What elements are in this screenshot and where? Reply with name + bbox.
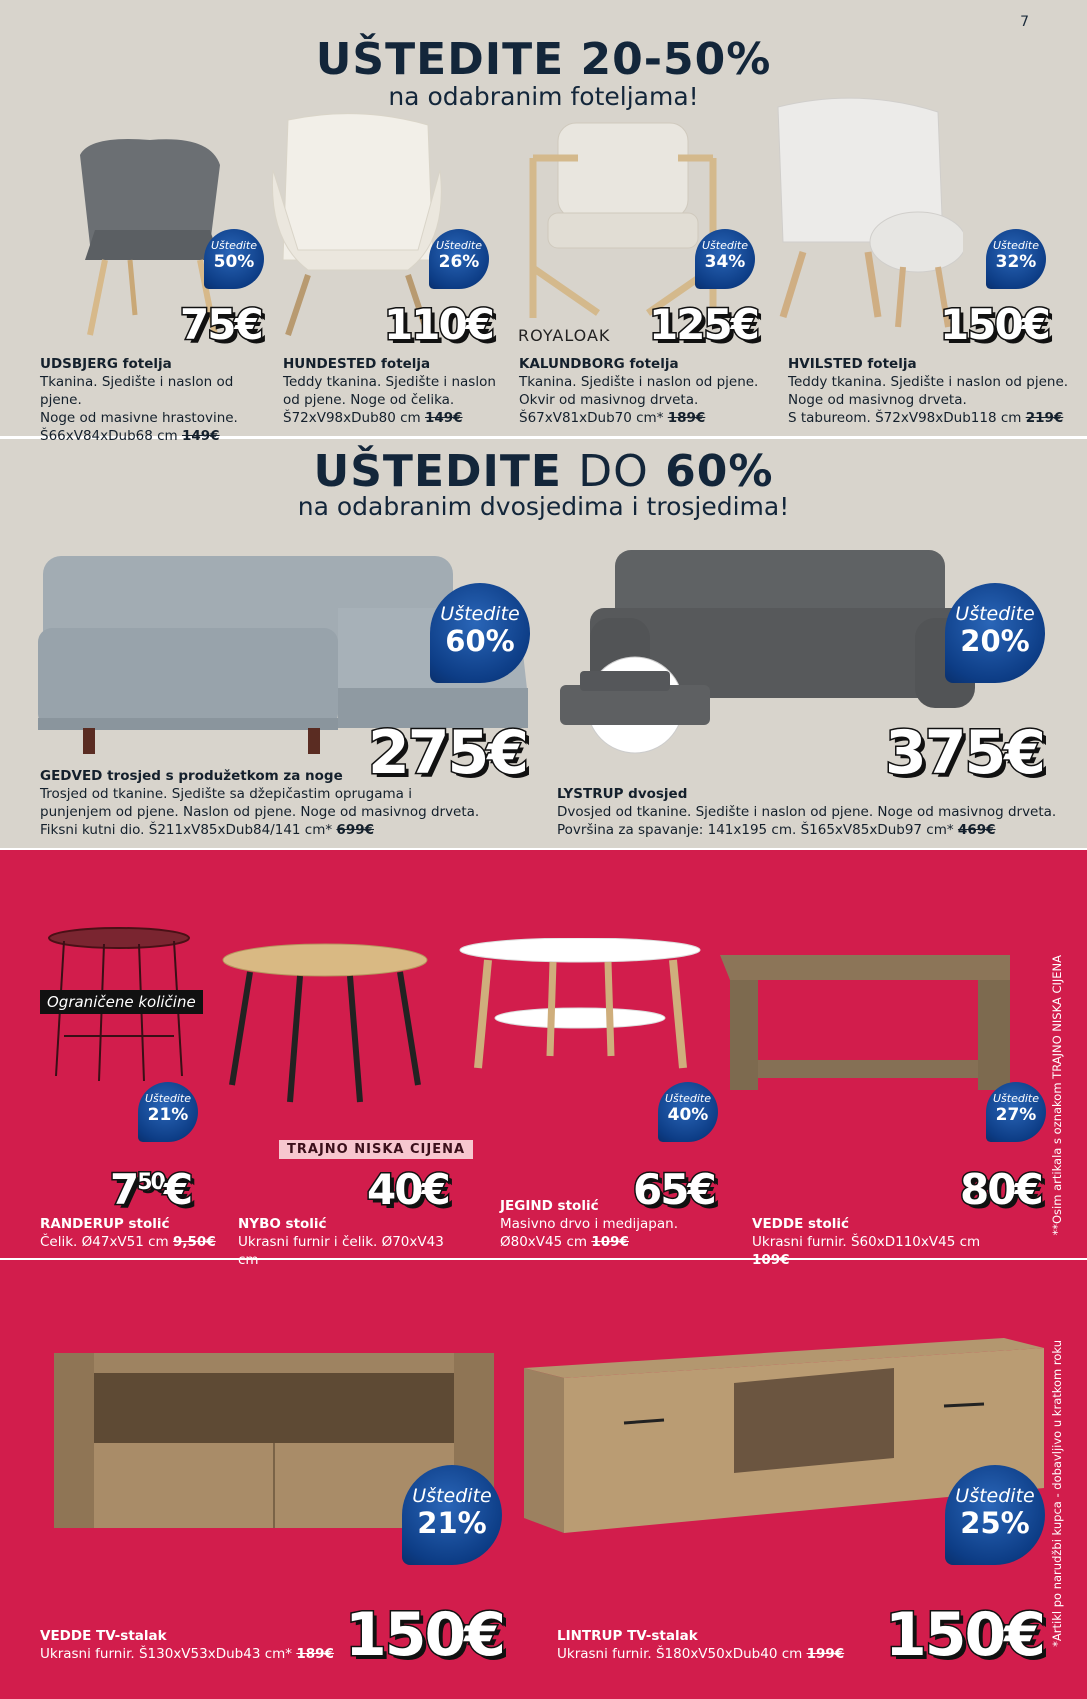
hvilsted-chair-image bbox=[768, 92, 963, 332]
order-footnote: *Artikl po narudžbi kupca - dobavljivo u kratkom roku bbox=[1050, 1340, 1064, 1647]
hvilsted-price: 150€ bbox=[940, 300, 1049, 349]
randerup-description: RANDERUP stolić Čelik. Ø47xV51 cm 9,50€ bbox=[40, 1216, 216, 1250]
randerup-price: $7^{50}€$ bbox=[110, 1165, 192, 1214]
jegind-save-badge: Uštedite 40% bbox=[658, 1082, 718, 1142]
sofas-headline: UŠTEDITE DO 60% bbox=[313, 446, 774, 497]
hundested-save-badge: Uštedite 26% bbox=[429, 229, 489, 289]
jegind-price: 65€ bbox=[633, 1165, 715, 1214]
udsbjerg-save-badge: Uštedite 50% bbox=[204, 229, 264, 289]
lystrup-bed-inset-image bbox=[560, 655, 710, 755]
vedde-table-image bbox=[720, 950, 1020, 1100]
udsbjerg-description: UDSBJERG fotelja Tkanina. Sjedište i naslon od pjene. Noge od masivne hrastovine. Š66xV84xDub68 cm 149€ bbox=[40, 356, 238, 444]
kalundborg-save-badge: Uštedite 34% bbox=[695, 229, 755, 289]
vedde-tv-description: VEDDE TV-stalak Ukrasni furnir. Š130xV53xDub43 cm* 189€ bbox=[40, 1628, 334, 1662]
vedde-tv-save-badge: Uštedite 21% bbox=[402, 1465, 502, 1565]
kalundborg-chair-image bbox=[528, 118, 723, 323]
gedved-save-badge: Uštedite 60% bbox=[430, 583, 530, 683]
low-price-tag: TRAJNO NISKA CIJENA bbox=[279, 1140, 473, 1159]
kalundborg-description: KALUNDBORG fotelja Tkanina. Sjedište i naslon od pjene. Okvir od masivnog drveta. Š67xV81xDub70 cm* 189€ bbox=[519, 356, 759, 426]
lystrup-save-badge: Uštedite 20% bbox=[945, 583, 1045, 683]
hundested-description: HUNDESTED fotelja Teddy tkanina. Sjedište i naslon od pjene. Noge od čelika. Š72xV98xDub80 cm 149€ bbox=[283, 356, 496, 426]
royaloak-logo: ROYALOAK bbox=[518, 326, 611, 345]
udsbjerg-price: 75€ bbox=[180, 300, 262, 349]
gedved-description: GEDVED trosjed s produžetkom za noge Trosjed od tkanine. Sjedište sa džepičastim oprugama i punjenjem od pjene. Naslon od pjene. Noge od masivnog drveta. Fiksni kutni dio. Š211xV85xDub84/141 cm* 699€ bbox=[40, 768, 480, 838]
nybo-description: NYBO stolić Ukrasni furnir i čelik. Ø70xV43 cm bbox=[238, 1216, 444, 1268]
nybo-table-image bbox=[220, 942, 430, 1107]
page-number: 7 bbox=[1020, 14, 1029, 30]
lystrup-price: 375€ bbox=[885, 718, 1044, 788]
kalundborg-price: 125€ bbox=[649, 300, 758, 349]
vedde-table-price: 80€ bbox=[960, 1165, 1042, 1214]
hvilsted-save-badge: Uštedite 32% bbox=[986, 229, 1046, 289]
jegind-description: JEGIND stolić Masivno drvo i medijapan. Ø80xV45 cm 109€ bbox=[500, 1198, 678, 1250]
lystrup-description: LYSTRUP dvosjed Dvosjed od tkanine. Sjedište i naslon od pjene. Noge od masivnog drveta. Površina za spavanje: 141x195 cm. Š165xV85xDub97 cm* 469€ bbox=[557, 786, 1057, 838]
hvilsted-description: HVILSTED fotelja Teddy tkanina. Sjedište i naslon od pjene. Noge od masivnog drveta. S tabureom. Š72xV98xDub118 cm 219€ bbox=[788, 356, 1069, 426]
lintrup-tv-price: 150€ bbox=[885, 1600, 1044, 1670]
low-price-footnote: **Osim artikala s oznakom TRAJNO NISKA CIJENA bbox=[1050, 955, 1064, 1236]
vedde-table-save-badge: Uštedite 27% bbox=[986, 1082, 1046, 1142]
lintrup-tv-description: LINTRUP TV-stalak Ukrasni furnir. Š180xV50xDub40 cm 199€ bbox=[557, 1628, 845, 1662]
limited-quantity-tag: Ograničene količine bbox=[40, 990, 203, 1014]
vedde-table-description: VEDDE stolić Ukrasni furnir. Š60xD110xV45 cm 109€ bbox=[752, 1216, 981, 1268]
lintrup-tv-save-badge: Uštedite 25% bbox=[945, 1465, 1045, 1565]
nybo-price: 40€ bbox=[367, 1165, 449, 1214]
jegind-table-image bbox=[458, 938, 703, 1078]
chairs-headline: UŠTEDITE 20-50% bbox=[315, 34, 772, 85]
hundested-price: 110€ bbox=[384, 300, 493, 349]
sofas-subheadline: na odabranim dvosjedima i trosjedima! bbox=[297, 492, 790, 521]
vedde-tv-price: 150€ bbox=[345, 1600, 504, 1670]
gedved-price: 275€ bbox=[368, 718, 527, 788]
chairs-subheadline: na odabranim foteljama! bbox=[388, 82, 699, 111]
randerup-save-badge: Uštedite 21% bbox=[138, 1082, 198, 1142]
